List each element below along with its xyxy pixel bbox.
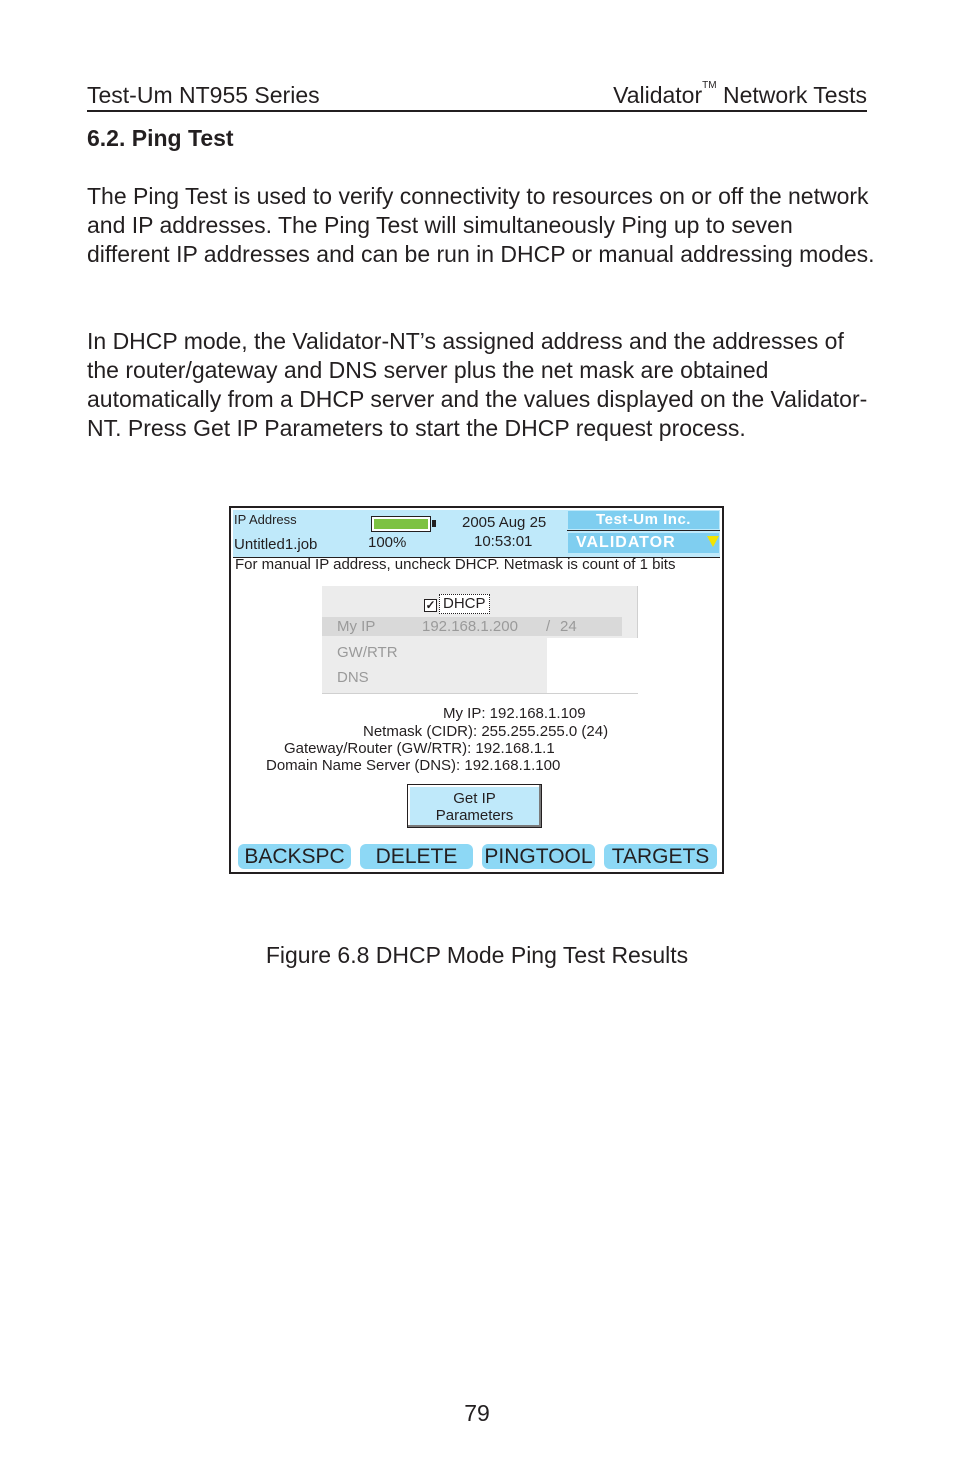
my-ip-value[interactable]: 192.168.1.200 [422, 618, 518, 635]
brand-logo-bottom: VALIDATOR [568, 533, 719, 553]
battery-level-fill [374, 519, 428, 529]
brand-logo-top: Test-Um Inc. [568, 511, 719, 529]
dhcp-label[interactable]: DHCP [439, 594, 490, 614]
section-title: 6.2. Ping Test [87, 125, 234, 151]
brand-divider [567, 530, 720, 531]
device-screen-figure [229, 506, 724, 874]
result-dns: Domain Name Server (DNS): 192.168.1.100 [266, 757, 561, 774]
header-product: Validator [613, 82, 703, 108]
result-gateway: Gateway/Router (GW/RTR): 192.168.1.1 [284, 740, 555, 757]
ip-config-panel-blank [547, 638, 638, 693]
body-paragraph: In DHCP mode, the Validator-NT’s assigned address and the addresses of the router/gateway and DNS server plus the net mask are obtained automatically from a DHCP server and the values displayed on the Validator-NT. Press Get IP Parameters to start the DHCP request process. [87, 328, 868, 441]
header-rule [87, 110, 867, 112]
targets-softkey[interactable]: TARGETS [604, 844, 717, 869]
pingtool-softkey[interactable]: PINGTOOL [482, 844, 595, 869]
mode-title: IP Address [234, 512, 297, 527]
backspace-softkey[interactable]: BACKSPC [238, 844, 351, 869]
dns-label: DNS [337, 669, 369, 686]
page-number: 79 [464, 1400, 490, 1426]
dropdown-arrow-icon[interactable] [707, 536, 719, 547]
get-ip-button-line2: Parameters [435, 807, 514, 824]
my-ip-label: My IP [337, 618, 376, 635]
delete-softkey[interactable]: DELETE [360, 844, 473, 869]
date: 2005 Aug 25 [462, 514, 547, 531]
battery-percent: 100% [368, 534, 407, 551]
trademark-mark: TM [702, 80, 717, 91]
result-my-ip: My IP: 192.168.1.109 [443, 705, 586, 722]
running-header-section [613, 82, 867, 109]
time: 10:53:01 [474, 533, 533, 550]
figure-caption: Figure 6.8 DHCP Mode Ping Test Results [265, 942, 689, 968]
hint-text: For manual IP address, uncheck DHCP. Netmask is count of 1 bits [235, 556, 676, 573]
get-ip-button-line1: Get IP [453, 790, 496, 807]
job-name: Untitled1.job [234, 536, 318, 553]
cidr-separator: / [546, 618, 551, 635]
header-section-name: Network Tests [716, 82, 867, 108]
result-netmask: Netmask (CIDR): 255.255.255.0 (24) [363, 723, 609, 740]
battery-icon [371, 516, 431, 532]
battery-tip [432, 520, 436, 527]
get-ip-parameters-button[interactable] [407, 784, 542, 828]
cidr-value[interactable]: 24 [560, 618, 577, 635]
dhcp-checkbox[interactable] [424, 599, 437, 612]
running-header-title: Test-Um NT955 Series [87, 82, 320, 108]
checkmark-icon: ✓ [425, 598, 436, 612]
body-paragraph: The Ping Test is used to verify connectivity to resources on or off the network and IP addresses. The Ping Test will simultaneously Ping up to seven different IP addresses and can be run in DHCP or manual addressing modes. [87, 183, 875, 267]
gw-rtr-label: GW/RTR [337, 644, 398, 661]
